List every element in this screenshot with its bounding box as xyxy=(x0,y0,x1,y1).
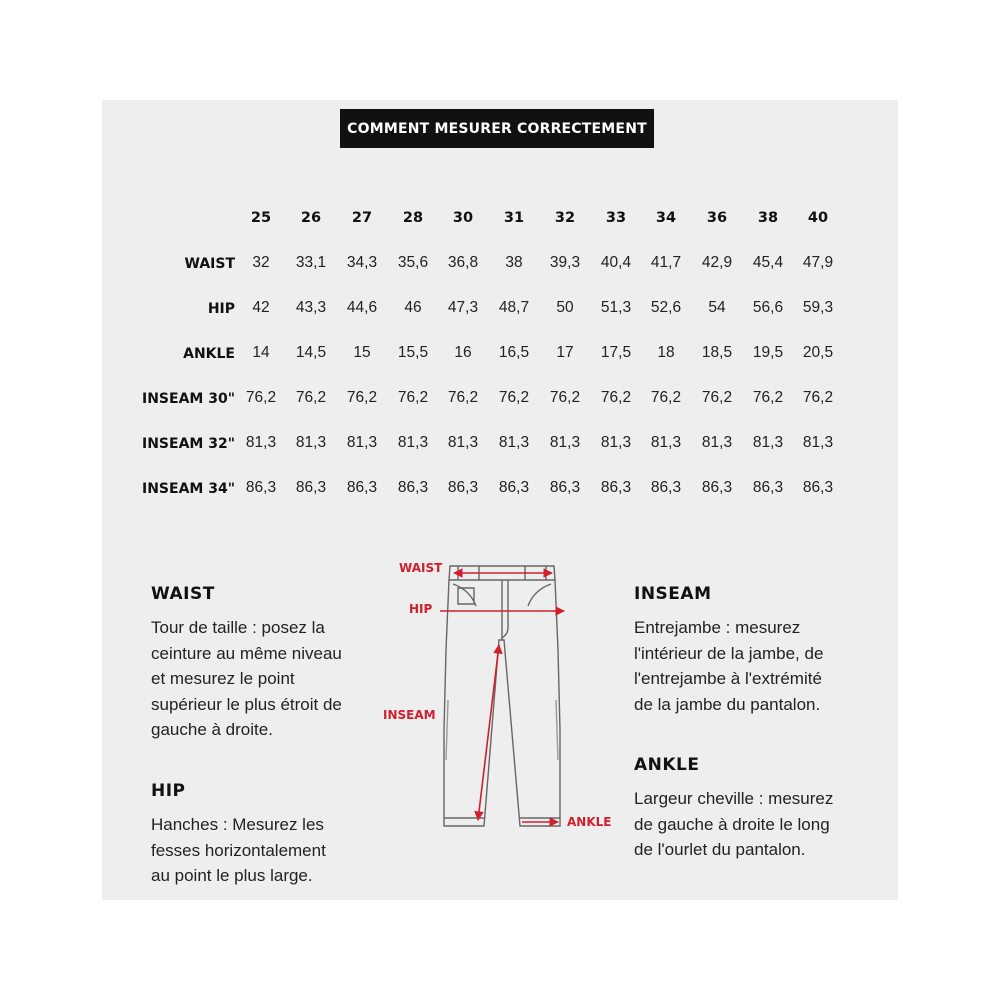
row-label: INSEAM 30" xyxy=(142,391,235,407)
table-cell: 59,3 xyxy=(802,299,834,316)
table-cell: 76,2 xyxy=(295,389,327,406)
table-cell: 76,2 xyxy=(447,389,479,406)
text-line: l'entrejambe à l'extrémité xyxy=(634,669,822,688)
column-header: 31 xyxy=(503,210,525,226)
table-cell: 33,1 xyxy=(295,254,327,271)
table-cell: 42,9 xyxy=(701,254,733,271)
table-cell: 51,3 xyxy=(600,299,632,316)
text-line: Tour de taille : posez la xyxy=(151,618,325,637)
table-cell: 36,8 xyxy=(447,254,479,271)
table-cell: 47,9 xyxy=(802,254,834,271)
table-cell: 48,7 xyxy=(498,299,530,316)
table-cell: 81,3 xyxy=(346,434,378,451)
table-cell: 81,3 xyxy=(802,434,834,451)
table-cell: 14 xyxy=(252,344,270,361)
table-cell: 81,3 xyxy=(447,434,479,451)
table-cell: 81,3 xyxy=(397,434,429,451)
column-header: 25 xyxy=(250,210,272,226)
table-cell: 86,3 xyxy=(600,479,632,496)
table-cell: 76,2 xyxy=(549,389,581,406)
table-cell: 40,4 xyxy=(600,254,632,271)
text-line: l'intérieur de la jambe, de xyxy=(634,643,824,663)
column-header: 32 xyxy=(554,210,576,226)
table-cell: 16,5 xyxy=(498,344,530,361)
table-cell: 32 xyxy=(252,254,270,271)
text-line: ceinture au même niveau xyxy=(151,643,342,663)
table-cell: 86,3 xyxy=(802,479,834,496)
table-cell: 16 xyxy=(454,344,472,361)
table-cell: 81,3 xyxy=(245,434,277,451)
table-cell: 18,5 xyxy=(701,344,733,361)
row-label: WAIST xyxy=(184,256,235,272)
column-header: 30 xyxy=(452,210,474,226)
column-header: 28 xyxy=(402,210,424,226)
text-line: gauche à droite. xyxy=(151,720,273,739)
table-cell: 47,3 xyxy=(447,299,479,316)
table-cell: 15 xyxy=(353,344,371,361)
measure-arrows xyxy=(440,573,564,822)
table-cell: 76,2 xyxy=(397,389,429,406)
table-cell: 17,5 xyxy=(600,344,632,361)
table-cell: 81,3 xyxy=(600,434,632,451)
table-cell: 81,3 xyxy=(752,434,784,451)
table-cell: 76,2 xyxy=(245,389,277,406)
text-line: Largeur cheville : mesurez xyxy=(634,789,834,808)
text-line: fesses horizontalement xyxy=(151,840,326,860)
column-header: 33 xyxy=(605,210,627,226)
table-cell: 86,3 xyxy=(346,479,378,496)
table-cell: 86,3 xyxy=(295,479,327,496)
table-cell: 86,3 xyxy=(447,479,479,496)
table-cell: 17 xyxy=(556,344,574,361)
table-cell: 76,2 xyxy=(650,389,682,406)
column-header: 26 xyxy=(300,210,322,226)
inseam-section-title: INSEAM xyxy=(634,584,712,604)
table-cell: 54 xyxy=(708,299,726,316)
diagram-label-inseam: INSEAM xyxy=(383,708,436,722)
table-cell: 81,3 xyxy=(650,434,682,451)
table-cell: 46 xyxy=(404,299,422,316)
row-label: INSEAM 34" xyxy=(142,481,235,497)
table-cell: 41,7 xyxy=(650,254,682,271)
column-header: 40 xyxy=(807,210,829,226)
table-cell: 35,6 xyxy=(397,254,429,271)
table-cell: 76,2 xyxy=(701,389,733,406)
table-cell: 81,3 xyxy=(549,434,581,451)
table-cell: 76,2 xyxy=(498,389,530,406)
table-cell: 56,6 xyxy=(752,299,784,316)
column-header: 36 xyxy=(706,210,728,226)
table-cell: 86,3 xyxy=(650,479,682,496)
table-cell: 42 xyxy=(252,299,270,316)
text-line: de l'ourlet du pantalon. xyxy=(634,840,806,859)
inseam-arrow xyxy=(478,645,499,820)
table-cell: 76,2 xyxy=(600,389,632,406)
table-cell: 38 xyxy=(505,254,523,271)
waist-section-title: WAIST xyxy=(151,584,215,604)
jeans-outline xyxy=(444,566,560,826)
table-cell: 14,5 xyxy=(295,344,327,361)
table-cell: 20,5 xyxy=(802,344,834,361)
table-cell: 39,3 xyxy=(549,254,581,271)
diagram-label-ankle: ANKLE xyxy=(567,815,612,829)
table-cell: 18 xyxy=(657,344,675,361)
table-cell: 81,3 xyxy=(701,434,733,451)
text-line: Entrejambe : mesurez xyxy=(634,618,801,637)
row-label: HIP xyxy=(207,301,235,317)
diagram-label-hip: HIP xyxy=(409,602,433,616)
table-cell: 76,2 xyxy=(802,389,834,406)
table-cell: 86,3 xyxy=(498,479,530,496)
diagram-label-waist: WAIST xyxy=(399,561,443,575)
text-line: Hanches : Mesurez les xyxy=(151,815,324,834)
row-label: INSEAM 32" xyxy=(142,436,235,452)
table-cell: 34,3 xyxy=(346,254,378,271)
table-cell: 43,3 xyxy=(295,299,327,316)
table-cell: 19,5 xyxy=(752,344,784,361)
text-line: et mesurez le point xyxy=(151,669,295,688)
table-cell: 52,6 xyxy=(650,299,682,316)
table-cell: 76,2 xyxy=(752,389,784,406)
row-label: ANKLE xyxy=(183,346,235,362)
text-line: de gauche à droite le long xyxy=(634,814,830,834)
table-cell: 15,5 xyxy=(397,344,429,361)
table-cell: 76,2 xyxy=(346,389,378,406)
text-line: au point le plus large. xyxy=(151,866,313,885)
table-cell: 86,3 xyxy=(752,479,784,496)
table-cell: 50 xyxy=(556,299,574,316)
page-title: COMMENT MESURER CORRECTEMENT xyxy=(340,109,654,148)
table-cell: 44,6 xyxy=(346,299,378,316)
ankle-section-title: ANKLE xyxy=(634,755,700,775)
text-line: de la jambe du pantalon. xyxy=(634,694,821,714)
column-header: 34 xyxy=(655,210,677,226)
table-cell: 81,3 xyxy=(295,434,327,451)
column-header: 38 xyxy=(757,210,779,226)
table-cell: 86,3 xyxy=(397,479,429,496)
text-line: supérieur le plus étroit de xyxy=(151,694,342,714)
table-cell: 86,3 xyxy=(549,479,581,496)
table-cell: 86,3 xyxy=(701,479,733,496)
hip-section-title: HIP xyxy=(151,781,186,801)
table-cell: 45,4 xyxy=(752,254,784,271)
table-cell: 81,3 xyxy=(498,434,530,451)
column-header: 27 xyxy=(351,210,373,226)
table-cell: 86,3 xyxy=(245,479,277,496)
